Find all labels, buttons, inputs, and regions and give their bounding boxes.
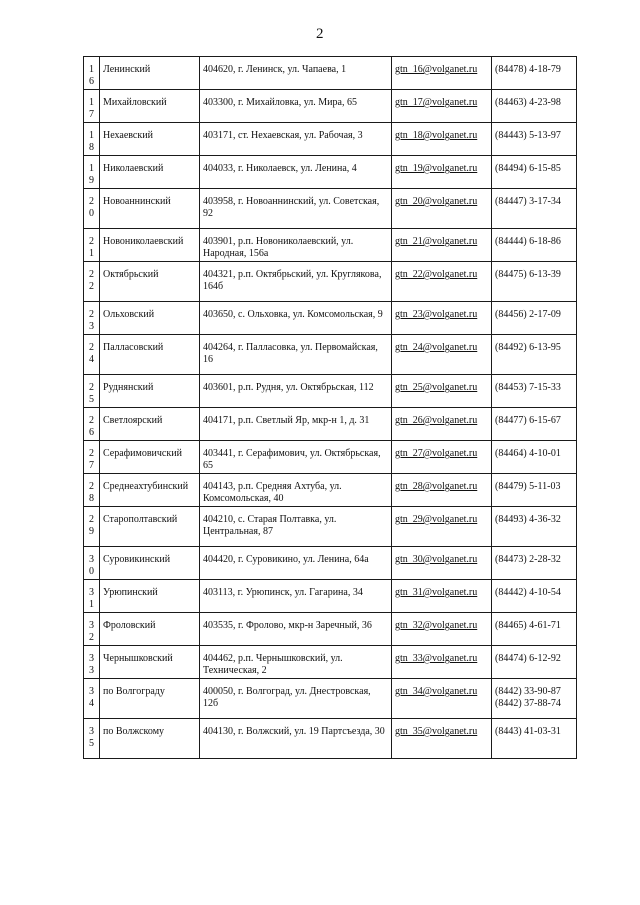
district-name-cell — [100, 302, 200, 335]
email-link-cell — [392, 57, 492, 90]
row-number: 23 — [89, 309, 94, 332]
phone-number: (84463) 4-23-98 — [495, 97, 561, 108]
phone-number: (84479) 5-11-03 — [495, 481, 561, 492]
email-link-cell — [392, 547, 492, 580]
row-number-cell — [84, 474, 100, 507]
row-number: 30 — [89, 554, 94, 577]
district-name-cell — [100, 474, 200, 507]
phone-number: (84494) 6-15-85 — [495, 163, 561, 174]
district-name-cell — [100, 229, 200, 262]
district-name: Урюпинский — [103, 587, 158, 598]
row-number-cell — [84, 262, 100, 302]
email-link[interactable]: gtn_16@volganet.ru — [395, 64, 478, 75]
phone-number: (84475) 6-13-39 — [495, 269, 561, 280]
row-number-cell — [84, 90, 100, 123]
phone-number-cell — [492, 90, 577, 123]
phone-number: (84443) 5-13-97 — [495, 130, 561, 141]
email-link-cell — [392, 189, 492, 229]
postal-address-cell — [200, 375, 392, 408]
postal-address: 404171, р.п. Светлый Яр, мкр-н 1, д. 31 — [203, 415, 370, 426]
row-number-cell — [84, 679, 100, 719]
phone-number-cell — [492, 441, 577, 474]
phone-number-cell — [492, 229, 577, 262]
email-link[interactable]: gtn_28@volganet.ru — [395, 481, 478, 492]
phone-number-cell — [492, 613, 577, 646]
row-number: 32 — [89, 620, 94, 643]
postal-address-cell — [200, 547, 392, 580]
district-name-cell — [100, 335, 200, 375]
district-name: Среднеахтубинский — [103, 481, 189, 492]
district-name-cell — [100, 189, 200, 229]
postal-address-cell — [200, 262, 392, 302]
phone-number-cell — [492, 302, 577, 335]
row-number: 25 — [89, 382, 94, 405]
postal-address: 404462, р.п. Чернышковский, ул. Техническая, 2 — [203, 653, 343, 676]
page-number: 2 — [316, 26, 324, 42]
district-contacts-table — [83, 56, 577, 759]
postal-address-cell — [200, 580, 392, 613]
table-row — [84, 123, 577, 156]
row-number: 35 — [89, 726, 94, 749]
phone-number: (84474) 6-12-92 — [495, 653, 561, 664]
district-name: Светлоярский — [103, 415, 163, 426]
email-link[interactable]: gtn_26@volganet.ru — [395, 415, 478, 426]
email-link[interactable]: gtn_32@volganet.ru — [395, 620, 478, 631]
email-link[interactable]: gtn_23@volganet.ru — [395, 309, 478, 320]
table-row — [84, 719, 577, 759]
email-link-cell — [392, 719, 492, 759]
district-name: Новоаннинский — [103, 196, 171, 207]
email-link[interactable]: gtn_30@volganet.ru — [395, 554, 478, 565]
district-name: Октябрьский — [103, 269, 159, 280]
district-name: Палласовский — [103, 342, 164, 353]
email-link-cell — [392, 507, 492, 547]
district-name-cell — [100, 507, 200, 547]
table-row — [84, 646, 577, 679]
email-link-cell — [392, 302, 492, 335]
postal-address: 404033, г. Николаевск, ул. Ленина, 4 — [203, 163, 357, 174]
row-number: 34 — [89, 686, 94, 709]
email-link-cell — [392, 613, 492, 646]
row-number-cell — [84, 646, 100, 679]
table-row — [84, 375, 577, 408]
table-row — [84, 441, 577, 474]
district-name: Николаевский — [103, 163, 164, 174]
table-row — [84, 90, 577, 123]
phone-number-cell — [492, 646, 577, 679]
postal-address-cell — [200, 57, 392, 90]
row-number: 17 — [89, 97, 94, 120]
postal-address: 403535, г. Фролово, мкр-н Заречный, 36 — [203, 620, 372, 631]
email-link[interactable]: gtn_17@volganet.ru — [395, 97, 478, 108]
district-name-cell — [100, 547, 200, 580]
email-link-cell — [392, 123, 492, 156]
district-name-cell — [100, 408, 200, 441]
row-number: 22 — [89, 269, 94, 292]
phone-number: (8443) 41-03-31 — [495, 726, 561, 737]
district-name: Суровикинский — [103, 554, 171, 565]
email-link[interactable]: gtn_21@volganet.ru — [395, 236, 478, 247]
email-link[interactable]: gtn_34@volganet.ru — [395, 686, 478, 697]
district-name: по Волжскому — [103, 726, 165, 737]
district-name-cell — [100, 679, 200, 719]
email-link-cell — [392, 262, 492, 302]
district-name: Нехаевский — [103, 130, 153, 141]
row-number: 24 — [89, 342, 94, 365]
postal-address: 403171, ст. Нехаевская, ул. Рабочая, 3 — [203, 130, 363, 141]
email-link-cell — [392, 156, 492, 189]
postal-address: 400050, г. Волгоград, ул. Днестровская, 12б — [203, 686, 371, 709]
table-row — [84, 613, 577, 646]
district-name-cell — [100, 57, 200, 90]
table-row — [84, 302, 577, 335]
row-number-cell — [84, 123, 100, 156]
postal-address: 404264, г. Палласовка, ул. Первомайская, 16 — [203, 342, 378, 365]
postal-address: 404210, с. Старая Полтавка, ул. Центральная, 87 — [203, 514, 337, 537]
email-link[interactable]: gtn_19@volganet.ru — [395, 163, 478, 174]
district-name: по Волгограду — [103, 686, 165, 697]
district-name: Михайловский — [103, 97, 167, 108]
phone-number-cell — [492, 262, 577, 302]
row-number: 21 — [89, 236, 94, 259]
postal-address-cell — [200, 156, 392, 189]
table-row — [84, 262, 577, 302]
phone-number: (84478) 4-18-79 — [495, 64, 561, 75]
district-name: Фроловский — [103, 620, 156, 631]
phone-number: (84453) 7-15-33 — [495, 382, 561, 393]
phone-number: (84442) 4-10-54 — [495, 587, 561, 598]
row-number-cell — [84, 441, 100, 474]
row-number-cell — [84, 156, 100, 189]
table-row — [84, 408, 577, 441]
table-row — [84, 335, 577, 375]
postal-address-cell — [200, 189, 392, 229]
email-link-cell — [392, 90, 492, 123]
table-row — [84, 580, 577, 613]
email-link[interactable]: gtn_29@volganet.ru — [395, 514, 478, 525]
postal-address-cell — [200, 302, 392, 335]
phone-number: (84447) 3-17-34 — [495, 196, 561, 207]
email-link-cell — [392, 335, 492, 375]
table-row — [84, 156, 577, 189]
postal-address-cell — [200, 123, 392, 156]
table-row — [84, 229, 577, 262]
table-row — [84, 57, 577, 90]
email-link-cell — [392, 375, 492, 408]
phone-number-cell — [492, 679, 577, 719]
email-link[interactable]: gtn_22@volganet.ru — [395, 269, 478, 280]
row-number: 26 — [89, 415, 94, 438]
table-row — [84, 679, 577, 719]
row-number: 19 — [89, 163, 94, 186]
row-number: 16 — [89, 64, 94, 87]
email-link[interactable]: gtn_18@volganet.ru — [395, 130, 478, 141]
row-number-cell — [84, 302, 100, 335]
phone-number: (84456) 2-17-09 — [495, 309, 561, 320]
phone-number-cell — [492, 474, 577, 507]
row-number-cell — [84, 507, 100, 547]
row-number-cell — [84, 189, 100, 229]
email-link[interactable]: gtn_25@volganet.ru — [395, 382, 478, 393]
email-link[interactable]: gtn_33@volganet.ru — [395, 653, 478, 664]
table-row — [84, 507, 577, 547]
phone-number: (8442) 33-90-87 — [495, 686, 561, 697]
postal-address-cell — [200, 90, 392, 123]
email-link[interactable]: gtn_20@volganet.ru — [395, 196, 478, 207]
table-row — [84, 547, 577, 580]
row-number-cell — [84, 408, 100, 441]
postal-address: 404321, р.п. Октябрьский, ул. Круглякова, 164б — [203, 269, 382, 292]
phone-number: (84492) 6-13-95 — [495, 342, 561, 353]
phone-number-cell — [492, 156, 577, 189]
postal-address-cell — [200, 441, 392, 474]
phone-number: (84464) 4-10-01 — [495, 448, 561, 459]
row-number-cell — [84, 229, 100, 262]
district-name-cell — [100, 580, 200, 613]
row-number: 33 — [89, 653, 94, 676]
postal-address: 403958, г. Новоаннинский, ул. Советская, 92 — [203, 196, 380, 219]
phone-number: (84493) 4-36-32 — [495, 514, 561, 525]
district-name-cell — [100, 441, 200, 474]
table-row — [84, 189, 577, 229]
postal-address: 404130, г. Волжский, ул. 19 Партсъезда, 30 — [203, 726, 385, 737]
row-number: 27 — [89, 448, 94, 471]
phone-number: (84473) 2-28-32 — [495, 554, 561, 565]
email-link-cell — [392, 646, 492, 679]
postal-address-cell — [200, 335, 392, 375]
postal-address-cell — [200, 679, 392, 719]
row-number: 20 — [89, 196, 94, 219]
row-number: 29 — [89, 514, 94, 537]
row-number: 18 — [89, 130, 94, 153]
postal-address-cell — [200, 613, 392, 646]
postal-address-cell — [200, 646, 392, 679]
email-link-cell — [392, 408, 492, 441]
district-name: Новониколаевский — [103, 236, 184, 247]
row-number-cell — [84, 547, 100, 580]
district-name-cell — [100, 90, 200, 123]
phone-number-cell — [492, 408, 577, 441]
email-link-cell — [392, 679, 492, 719]
postal-address: 403901, р.п. Новониколаевский, ул. Народная, 156а — [203, 236, 354, 259]
email-link-cell — [392, 474, 492, 507]
district-name: Руднянский — [103, 382, 154, 393]
district-name-cell — [100, 613, 200, 646]
row-number: 28 — [89, 481, 94, 504]
phone-number-cell — [492, 189, 577, 229]
postal-address-cell — [200, 408, 392, 441]
postal-address-cell — [200, 229, 392, 262]
row-number-cell — [84, 375, 100, 408]
phone-number-cell — [492, 547, 577, 580]
row-number-cell — [84, 57, 100, 90]
row-number-cell — [84, 580, 100, 613]
phone-number-cell — [492, 57, 577, 90]
phone-number: (84465) 4-61-71 — [495, 620, 561, 631]
district-name-cell — [100, 646, 200, 679]
email-link[interactable]: gtn_27@volganet.ru — [395, 448, 478, 459]
postal-address: 404420, г. Суровикино, ул. Ленина, 64а — [203, 554, 369, 565]
district-name: Чернышковский — [103, 653, 173, 664]
phone-number-cell — [492, 507, 577, 547]
postal-address: 403441, г. Серафимович, ул. Октябрьская, 65 — [203, 448, 381, 471]
district-name-cell — [100, 375, 200, 408]
postal-address: 404620, г. Ленинск, ул. Чапаева, 1 — [203, 64, 347, 75]
postal-address-cell — [200, 719, 392, 759]
phone-number-cell — [492, 719, 577, 759]
postal-address: 403113, г. Урюпинск, ул. Гагарина, 34 — [203, 587, 363, 598]
district-name: Серафимовичский — [103, 448, 182, 459]
email-link[interactable]: gtn_24@volganet.ru — [395, 342, 478, 353]
district-name-cell — [100, 123, 200, 156]
postal-address: 403650, с. Ольховка, ул. Комсомольская, 9 — [203, 309, 383, 320]
district-name: Ленинский — [103, 64, 151, 75]
phone-number-cell — [492, 123, 577, 156]
phone-number: (84444) 6-18-86 — [495, 236, 561, 247]
postal-address: 403300, г. Михайловка, ул. Мира, 65 — [203, 97, 357, 108]
row-number-cell — [84, 335, 100, 375]
row-number-cell — [84, 719, 100, 759]
postal-address-cell — [200, 474, 392, 507]
phone-number-secondary: (8442) 37-88-74 — [495, 698, 561, 709]
email-link-cell — [392, 441, 492, 474]
phone-number: (84477) 6-15-67 — [495, 415, 561, 426]
district-name-cell — [100, 156, 200, 189]
row-number-cell — [84, 613, 100, 646]
postal-address-cell — [200, 507, 392, 547]
postal-address: 404143, р.п. Средняя Ахтуба, ул. Комсомольская, 40 — [203, 481, 342, 504]
table-body — [84, 57, 577, 759]
district-name-cell — [100, 262, 200, 302]
email-link-cell — [392, 229, 492, 262]
district-name: Старополтавский — [103, 514, 178, 525]
phone-number-cell — [492, 335, 577, 375]
postal-address: 403601, р.п. Рудня, ул. Октябрьская, 112 — [203, 382, 374, 393]
email-link[interactable]: gtn_31@volganet.ru — [395, 587, 478, 598]
phone-number-cell — [492, 375, 577, 408]
email-link-cell — [392, 580, 492, 613]
email-link[interactable]: gtn_35@volganet.ru — [395, 726, 478, 737]
district-name-cell — [100, 719, 200, 759]
table-row — [84, 474, 577, 507]
district-name: Ольховский — [103, 309, 155, 320]
row-number: 31 — [89, 587, 94, 610]
phone-number-cell — [492, 580, 577, 613]
